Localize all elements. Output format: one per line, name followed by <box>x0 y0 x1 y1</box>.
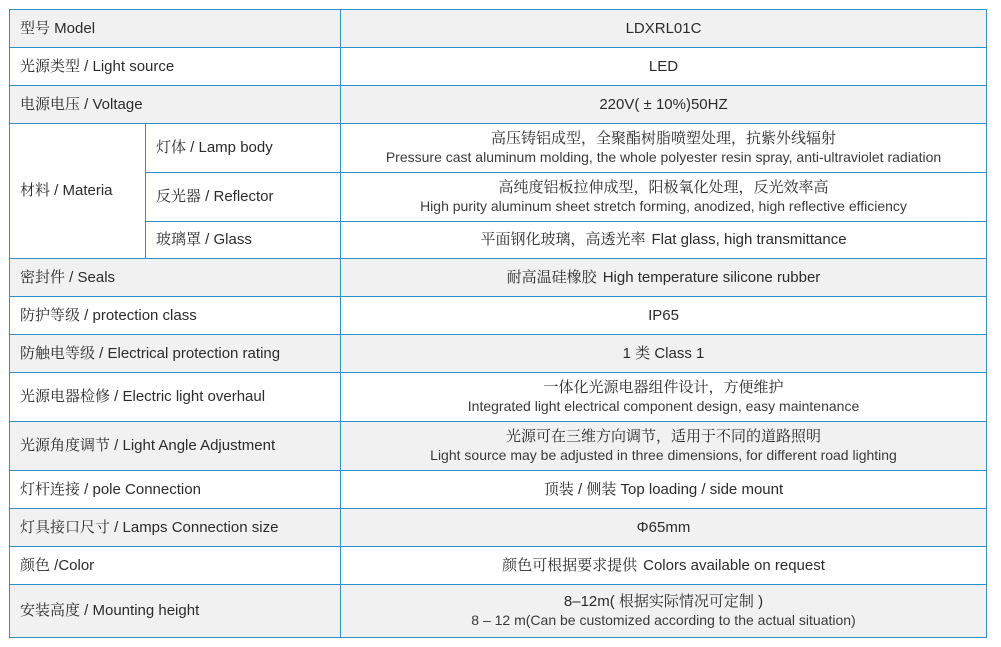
row-value-electrical-protection: 1 类 Class 1 <box>341 335 987 373</box>
row-value-glass <box>341 222 987 259</box>
table-row <box>10 547 987 585</box>
seals-zh: 耐高温硅橡胶 <box>506 268 597 286</box>
table-row <box>10 259 987 297</box>
table-row <box>10 422 987 471</box>
row-label-angle: 光源角度调节 / Light Angle Adjustment <box>10 422 341 471</box>
table-row <box>10 585 987 638</box>
row-label-overhaul: 光源电器检修 / Electric light overhaul <box>10 373 341 422</box>
table-row <box>10 10 987 48</box>
row-value-seals <box>341 259 987 297</box>
row-sublabel-lamp-body: 灯体 / Lamp body <box>146 124 341 173</box>
table-row <box>10 48 987 86</box>
table-row <box>10 297 987 335</box>
lamp-body-zh: 高压铸铝成型，全聚酯树脂喷塑处理，抗紫外线辐射 <box>490 130 836 147</box>
reflector-zh: 高纯度铝板拉伸成型，阳极氧化处理，反光效率高 <box>498 179 829 196</box>
glass-zh: 平面钢化玻璃，高透光率 <box>480 231 646 248</box>
seals-en: High temperature silicone rubber <box>602 268 821 286</box>
row-label-pole: 灯杆连接 / pole Connection <box>10 471 341 509</box>
row-sublabel-reflector: 反光器 / Reflector <box>146 173 341 222</box>
row-value-reflector <box>341 173 987 222</box>
row-label-voltage: 电源电压 / Voltage <box>10 86 341 124</box>
overhaul-en: Integrated light electrical component design, easy maintenance <box>467 398 860 414</box>
row-label-seals: 密封件 / Seals <box>10 259 341 297</box>
glass-en: Flat glass, high transmittance <box>651 231 847 248</box>
table-row <box>10 124 987 173</box>
row-sublabel-glass: 玻璃罩 / Glass <box>146 222 341 259</box>
row-value-voltage: 220V( ± 10%)50HZ <box>341 86 987 124</box>
row-value-protection-class: IP65 <box>341 297 987 335</box>
color-zh: 颜色可根据要求提供 <box>502 556 638 574</box>
table-row <box>10 373 987 422</box>
row-label-material: 材料 / Materia <box>10 124 146 259</box>
mounting-zh: 8–12m( 根据实际情况可定制 ) <box>563 593 764 610</box>
row-value-mounting <box>341 585 987 638</box>
row-value-angle <box>341 422 987 471</box>
angle-zh: 光源可在三维方向调节，适用于不同的道路照明 <box>505 428 821 445</box>
row-label-model: 型号 Model <box>10 10 341 48</box>
row-label-color: 颜色 /Color <box>10 547 341 585</box>
lamp-body-en: Pressure cast aluminum molding, the whole polyester resin spray, anti-ultraviolet radiation <box>385 149 942 165</box>
mounting-en: 8 – 12 m(Can be customized according to the actual situation) <box>471 612 856 628</box>
row-label-light-source: 光源类型 / Light source <box>10 48 341 86</box>
row-label-electrical-protection: 防触电等级 / Electrical protection rating <box>10 335 341 373</box>
row-value-overhaul <box>341 373 987 422</box>
table-row <box>10 335 987 373</box>
angle-en: Light source may be adjusted in three dimensions, for different road lighting <box>430 447 897 463</box>
row-label-protection-class: 防护等级 / protection class <box>10 297 341 335</box>
color-en: Colors available on request <box>643 556 825 574</box>
row-label-mounting: 安装高度 / Mounting height <box>10 585 341 638</box>
overhaul-zh: 一体化光源电器组件设计，方便维护 <box>543 379 784 396</box>
row-value-color <box>341 547 987 585</box>
reflector-en: High purity aluminum sheet stretch forming, anodized, high reflective efficiency <box>420 198 907 214</box>
row-value-light-source: LED <box>341 48 987 86</box>
row-value-pole: 顶装 / 侧装 Top loading / side mount <box>341 471 987 509</box>
row-value-connection-size: Φ65mm <box>341 509 987 547</box>
spec-table <box>9 9 987 638</box>
table-row <box>10 509 987 547</box>
table-row <box>10 222 987 259</box>
row-label-connection-size: 灯具接口尺寸 / Lamps Connection size <box>10 509 341 547</box>
table-row <box>10 471 987 509</box>
table-row <box>10 173 987 222</box>
row-value-lamp-body <box>341 124 987 173</box>
row-value-model: LDXRL01C <box>341 10 987 48</box>
table-row <box>10 86 987 124</box>
